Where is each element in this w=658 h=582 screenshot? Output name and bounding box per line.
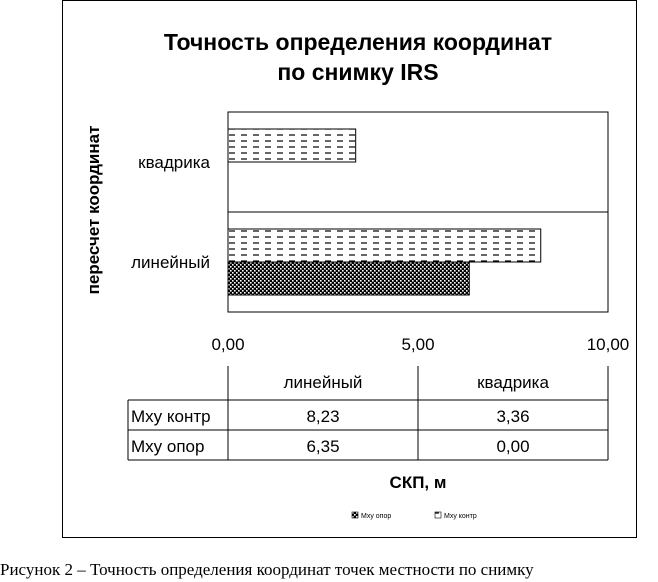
x-tick-label: 5,00 [401, 335, 435, 354]
table-header-linear: линейный [283, 373, 363, 392]
table-header-quadric: квадрика [477, 373, 549, 392]
chart-title-line2: по снимку IRS [277, 59, 439, 85]
category-label-0: линейный [131, 253, 210, 272]
chart-title-line1: Точность определения координат [163, 29, 553, 55]
table-row-label: Mxy опор [131, 437, 205, 456]
legend-swatch-opor [352, 512, 358, 518]
legend-label-kontr: Mxy контр [444, 513, 477, 520]
y-axis-title: пересчет координат [84, 125, 103, 295]
table-cell: 3,36 [496, 407, 530, 426]
bar-opor-0 [228, 262, 469, 295]
table-row-label: Mxy контр [131, 407, 211, 426]
bar-kontr-0 [228, 229, 541, 262]
legend-label-opor: Mxy опор [361, 513, 392, 520]
category-label-1: квадрика [138, 153, 210, 172]
table-cell: 6,35 [306, 437, 340, 456]
legend-swatch-kontr [435, 512, 441, 518]
x-axis-title: СКП, м [389, 473, 447, 492]
bar-kontr-1 [228, 129, 356, 162]
x-tick-label: 10,00 [586, 335, 630, 354]
x-tick-label: 0,00 [211, 335, 245, 354]
data-table [128, 366, 608, 460]
legend [352, 512, 477, 520]
figure-caption: Рисунок 2 – Точность определения координат точек местности по снимку [0, 560, 534, 579]
table-cell: 8,23 [306, 407, 340, 426]
x-tick-labels [211, 335, 629, 354]
category-labels [131, 153, 210, 272]
table-cell: 0,00 [496, 437, 530, 456]
